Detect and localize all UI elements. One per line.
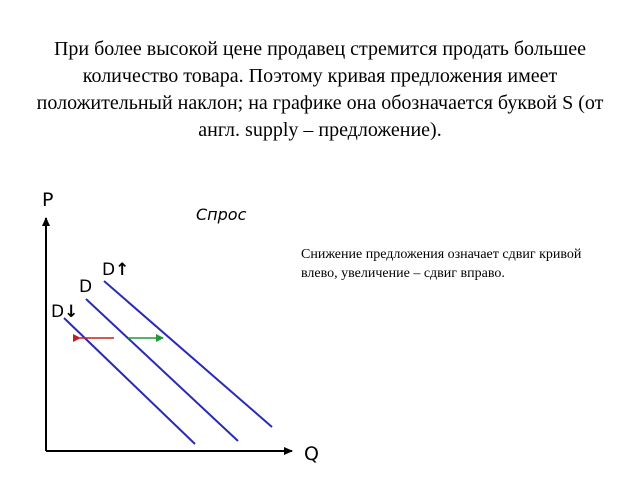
intro-paragraph: При более высокой цене продавец стремится продать большее количество товара. Поэтому кривая предложения имеет положительный наклон; на графике она обозначается буквой S (от англ. supply – предложение). [36, 38, 604, 141]
down-arrow-icon: ↓ [64, 302, 79, 322]
curve-label-original: D [79, 277, 93, 297]
demand-curve-increase [104, 281, 272, 427]
demand-curve-original [86, 299, 238, 441]
diagram-title: Спрос [196, 205, 247, 224]
demand-curve-decrease [64, 318, 195, 444]
shift-note: Снижение предложения означает сдвиг кривой влево, увеличение – сдвиг вправо. [301, 247, 582, 281]
curve-label-decrease: D↓ [51, 302, 79, 322]
up-arrow-icon: ↑ [115, 260, 130, 280]
x-axis-label: Q [304, 443, 319, 465]
y-axis-label: P [42, 189, 54, 211]
curve-label-increase: D↑ [102, 260, 130, 280]
